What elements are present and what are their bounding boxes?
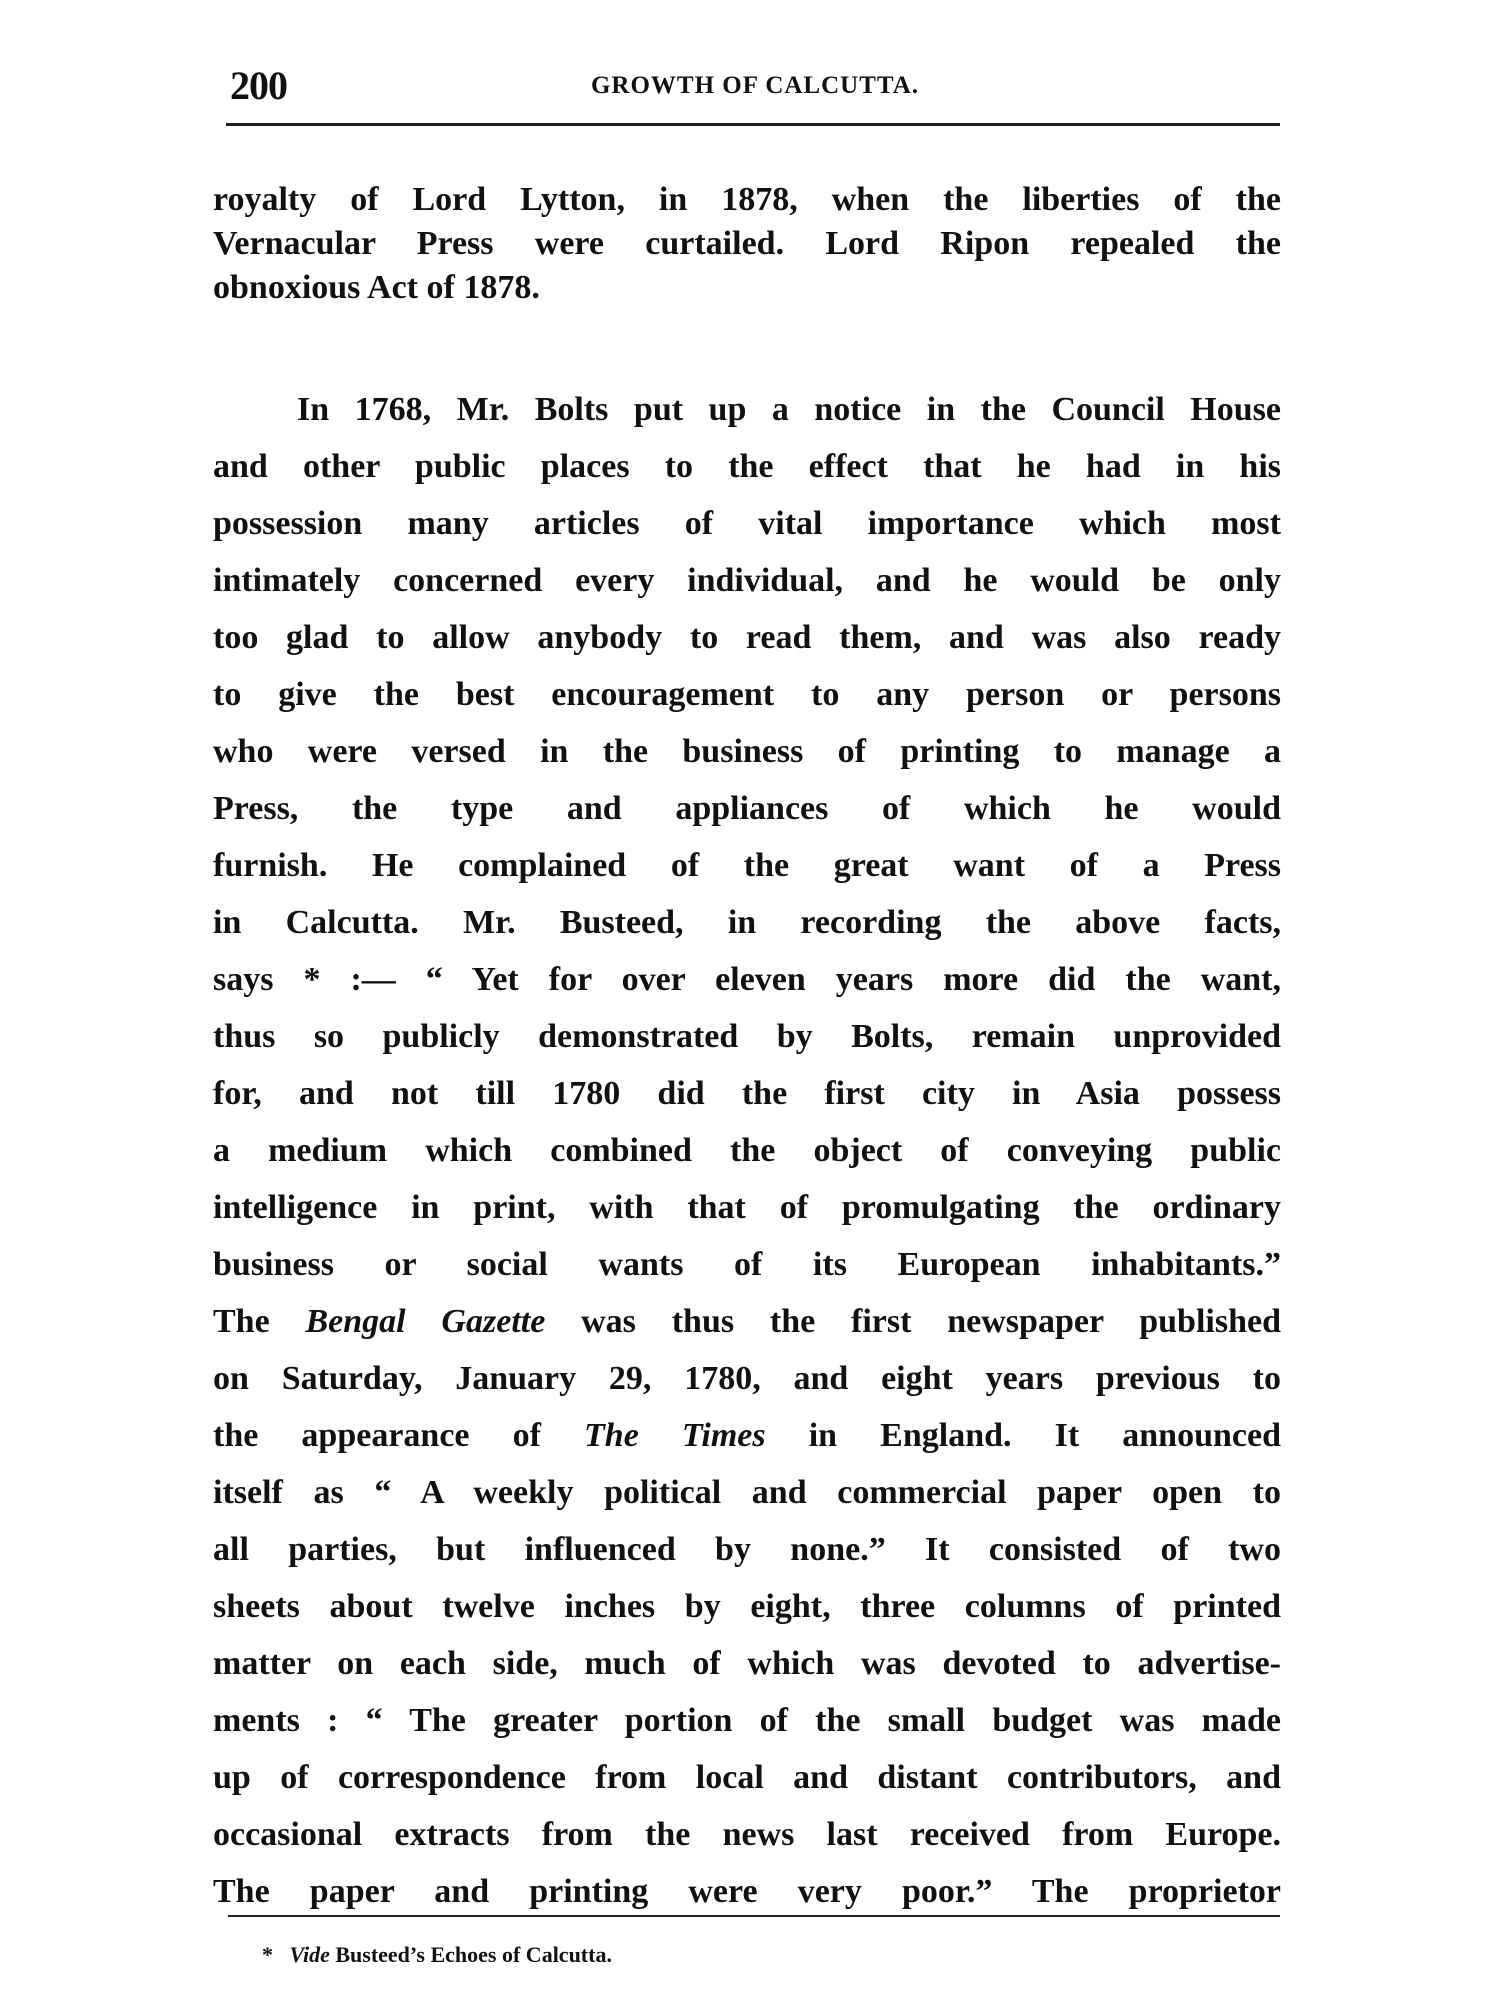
text-segment: on Saturday, January 29, 1780, and eight years previous to <box>213 1360 1281 1397</box>
text-segment: too glad to allow anybody to read them, and was also ready <box>213 619 1281 656</box>
text-line <box>213 1815 1281 1855</box>
text-segment: up of correspondence from local and distant contributors, and <box>213 1759 1281 1796</box>
text-line <box>213 1131 1281 1171</box>
text-segment: itself as “ A weekly political and commercial paper open to <box>213 1474 1281 1511</box>
text-segment: for, and not till 1780 did the first city in Asia possess <box>213 1075 1281 1112</box>
text-line <box>213 1017 1281 1057</box>
page-header <box>230 62 1280 112</box>
text-segment: furnish. He complained of the great want of a Press <box>213 847 1281 884</box>
text-line <box>213 180 1281 220</box>
text-line <box>213 903 1281 943</box>
text-line <box>213 1701 1281 1741</box>
text-line <box>213 1587 1281 1627</box>
text-segment: The paper and printing were very poor.” The proprietor <box>213 1873 1281 1910</box>
text-segment: ments : “ The greater portion of the small budget was made <box>213 1702 1281 1739</box>
footnote-rule <box>228 1915 1280 1917</box>
text-line <box>213 224 1281 264</box>
text-segment: says * :— “ Yet for over eleven years more did the want, <box>213 961 1281 998</box>
text-line <box>213 1188 1281 1228</box>
footnote-text: Busteed’s Echoes of Calcutta. <box>329 1942 612 1967</box>
text-segment: all parties, but influenced by none.” It consisted of two <box>213 1531 1281 1568</box>
text-segment: the appearance of <box>213 1417 585 1454</box>
text-line <box>213 561 1281 601</box>
text-line <box>213 1644 1281 1684</box>
text-segment: intimately concerned every individual, and he would be only <box>213 562 1281 599</box>
text-line <box>213 675 1281 715</box>
text-segment: Vernacular Press were curtailed. Lord Ripon repealed the <box>213 225 1281 262</box>
text-segment: thus so publicly demonstrated by Bolts, remain unprovided <box>213 1018 1281 1055</box>
italic-title: The Times <box>584 1417 766 1454</box>
text-segment: obnoxious Act of 1878. <box>213 269 540 306</box>
text-line <box>213 618 1281 658</box>
text-line <box>213 1872 1281 1912</box>
text-line <box>213 447 1281 487</box>
page-number: 200 <box>230 63 287 108</box>
text-segment: business or social wants of its European inhabitants.” <box>213 1246 1281 1283</box>
text-segment: and other public places to the effect that he had in his <box>213 448 1281 485</box>
text-line <box>213 504 1281 544</box>
text-segment: royalty of Lord Lytton, in 1878, when the liberties of the <box>213 181 1281 218</box>
text-segment: in Calcutta. Mr. Busteed, in recording the above facts, <box>213 904 1281 941</box>
text-line <box>213 960 1281 1000</box>
text-segment: sheets about twelve inches by eight, three columns of printed <box>213 1588 1281 1625</box>
text-segment: The <box>213 1303 306 1340</box>
text-line <box>213 1302 1281 1342</box>
text-segment: was thus the first newspaper published <box>545 1303 1281 1340</box>
header-rule <box>226 123 1280 126</box>
text-line <box>213 1530 1281 1570</box>
text-line <box>297 390 1281 430</box>
text-segment: intelligence in print, with that of promulgating the ordinary <box>213 1189 1281 1226</box>
text-segment: Press, the type and appliances of which he would <box>213 790 1281 827</box>
footnote-vide: Vide <box>289 1942 330 1967</box>
text-line <box>213 1473 1281 1513</box>
text-segment: a medium which combined the object of conveying public <box>213 1132 1281 1169</box>
text-line <box>213 789 1281 829</box>
text-segment: matter on each side, much of which was devoted to advertise- <box>213 1645 1281 1682</box>
text-line <box>213 1074 1281 1114</box>
text-segment: to give the best encouragement to any person or persons <box>213 676 1281 713</box>
text-segment: occasional extracts from the news last received from Europe. <box>213 1816 1281 1853</box>
text-line <box>213 268 1281 308</box>
text-line <box>213 732 1281 772</box>
text-segment: possession many articles of vital importance which most <box>213 505 1281 542</box>
italic-title: Bengal Gazette <box>305 1303 546 1340</box>
footnote <box>262 1942 612 1968</box>
text-line <box>213 1416 1281 1456</box>
footnote-marker: * <box>262 1942 273 1967</box>
running-head: GROWTH OF CALCUTTA. <box>590 72 920 99</box>
text-line <box>213 1245 1281 1285</box>
text-line <box>213 1758 1281 1798</box>
text-segment: who were versed in the business of printing to manage a <box>213 733 1281 770</box>
text-segment: In 1768, Mr. Bolts put up a notice in the Council House <box>297 391 1281 428</box>
text-line <box>213 846 1281 886</box>
text-line <box>213 1359 1281 1399</box>
text-segment: in England. It announced <box>765 1417 1281 1454</box>
